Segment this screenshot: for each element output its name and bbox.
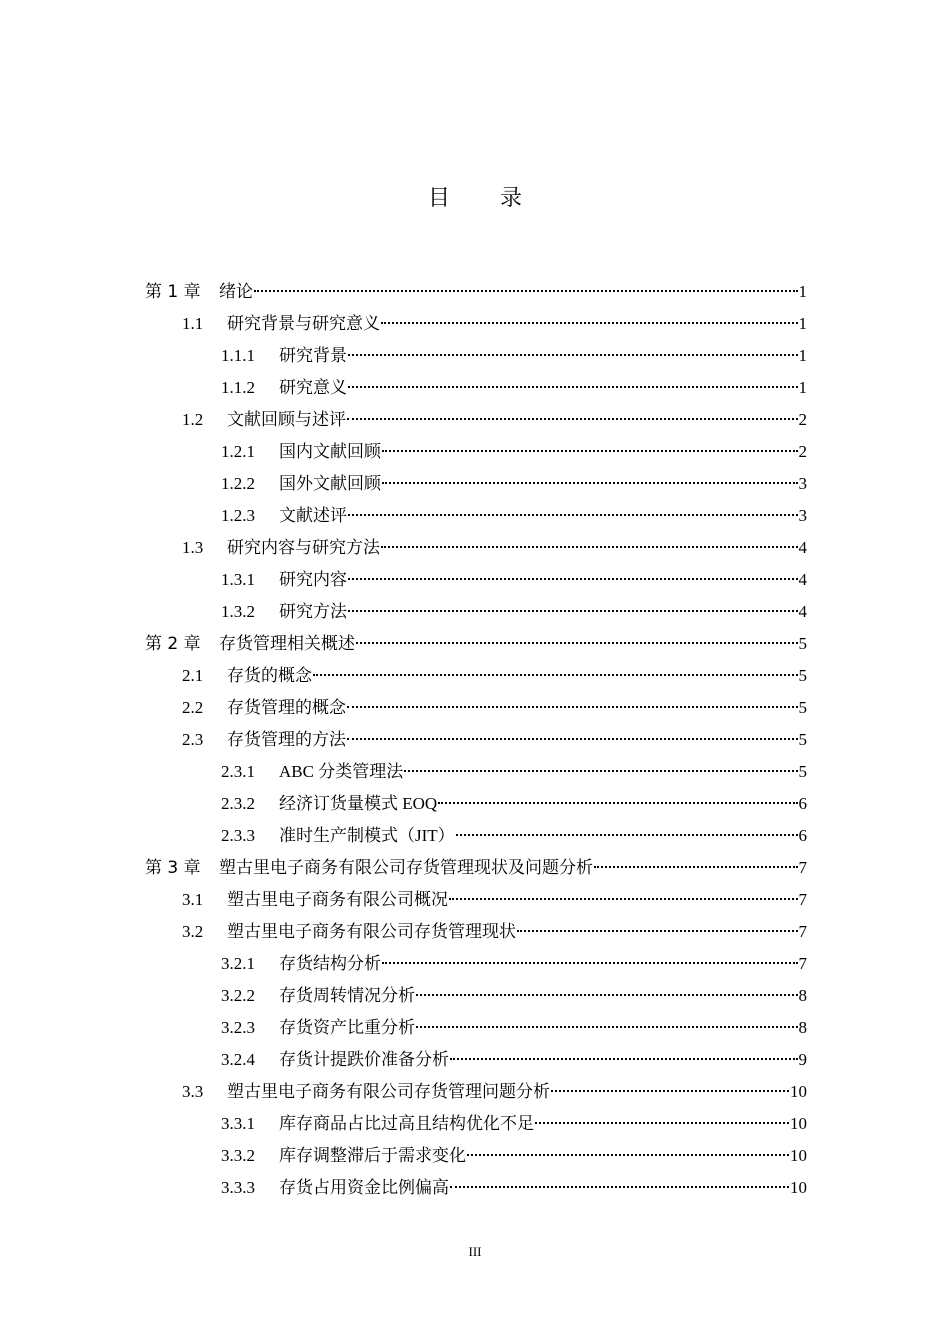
toc-entry-page: 7 — [798, 890, 807, 909]
toc-entry-number: 3.2.1 — [221, 954, 255, 973]
toc-entry[interactable] — [145, 980, 807, 1012]
toc-entry-number: 3.3.2 — [221, 1146, 255, 1165]
toc-entry-title: 存货的概念 — [227, 666, 312, 685]
toc-entry[interactable] — [145, 852, 807, 884]
toc-entry[interactable] — [145, 564, 807, 596]
table-of-contents — [145, 276, 807, 1204]
toc-entry-number: 3.2.3 — [221, 1018, 255, 1037]
toc-entry-title: ABC 分类管理法 — [279, 762, 404, 781]
toc-entry-number: 2.3.3 — [221, 826, 255, 845]
toc-entry-number: 第 3 章 — [145, 858, 201, 878]
toc-entry[interactable] — [145, 1044, 807, 1076]
toc-entry-number: 2.1 — [182, 666, 204, 685]
toc-entry-page: 5 — [798, 762, 807, 781]
toc-dot-leader — [467, 1154, 789, 1156]
toc-entry-page: 8 — [798, 986, 807, 1005]
toc-entry[interactable] — [145, 788, 807, 820]
toc-entry-title: 存货管理的方法 — [227, 730, 346, 749]
toc-dot-leader — [535, 1122, 789, 1124]
toc-entry-page: 10 — [790, 1114, 807, 1133]
toc-entry[interactable] — [145, 916, 807, 948]
toc-entry-number: 第 2 章 — [145, 634, 201, 654]
toc-entry-page: 3 — [798, 506, 807, 525]
toc-entry-number: 1.3 — [182, 538, 204, 557]
toc-entry-page: 5 — [798, 666, 807, 685]
toc-entry-page: 7 — [798, 858, 807, 877]
toc-entry-page: 1 — [798, 314, 807, 333]
toc-dot-leader — [382, 482, 798, 484]
toc-entry-number: 1.3.2 — [221, 602, 255, 621]
toc-entry[interactable] — [145, 1076, 807, 1108]
toc-entry-page: 10 — [790, 1082, 807, 1101]
toc-entry-number: 2.2 — [182, 698, 204, 717]
toc-entry-title: 研究方法 — [279, 602, 347, 621]
toc-entry-page: 8 — [798, 1018, 807, 1037]
toc-entry[interactable] — [145, 372, 807, 404]
toc-entry[interactable] — [145, 436, 807, 468]
toc-entry-page: 5 — [798, 634, 807, 653]
toc-entry-title: 存货占用资金比例偏高 — [279, 1178, 449, 1197]
toc-entry-page: 1 — [798, 282, 807, 301]
toc-entry-page: 4 — [798, 538, 807, 557]
toc-entry-page: 5 — [798, 730, 807, 749]
toc-entry-number: 1.1 — [182, 314, 204, 333]
toc-entry-number: 3.1 — [182, 890, 204, 909]
toc-entry[interactable] — [145, 308, 807, 340]
toc-dot-leader — [381, 322, 798, 324]
toc-dot-leader — [594, 866, 798, 868]
toc-entry[interactable] — [145, 468, 807, 500]
toc-dot-leader — [348, 578, 798, 580]
toc-entry-number: 3.3 — [182, 1082, 204, 1101]
toc-entry[interactable] — [145, 1140, 807, 1172]
toc-entry[interactable] — [145, 660, 807, 692]
toc-entry-number: 2.3.2 — [221, 794, 255, 813]
toc-dot-leader — [382, 450, 798, 452]
toc-entry[interactable] — [145, 724, 807, 756]
toc-entry-number: 1.1.1 — [221, 346, 255, 365]
toc-title-char-1: 目 — [427, 186, 450, 211]
toc-entry-page: 1 — [798, 378, 807, 397]
toc-entry-title: 塑古里电子商务有限公司存货管理现状 — [227, 922, 516, 941]
toc-entry-title: 库存调整滞后于需求变化 — [279, 1146, 466, 1165]
toc-entry-title: 准时生产制模式（JIT） — [279, 826, 455, 845]
toc-entry[interactable] — [145, 948, 807, 980]
toc-dot-leader — [347, 738, 798, 740]
toc-entry[interactable] — [145, 404, 807, 436]
toc-entry-title: 塑古里电子商务有限公司存货管理现状及问题分析 — [219, 858, 593, 878]
toc-entry-number: 3.2 — [182, 922, 204, 941]
toc-entry[interactable] — [145, 756, 807, 788]
toc-entry[interactable] — [145, 1012, 807, 1044]
toc-entry-title: 文献回顾与述评 — [227, 410, 346, 429]
toc-dot-leader — [450, 1058, 798, 1060]
toc-entry-page: 3 — [798, 474, 807, 493]
toc-dot-leader — [450, 1186, 789, 1188]
toc-entry-title: 研究背景 — [279, 346, 347, 365]
toc-entry-number: 3.2.2 — [221, 986, 255, 1005]
toc-dot-leader — [348, 514, 798, 516]
toc-dot-leader — [551, 1090, 789, 1092]
toc-entry-number: 3.3.1 — [221, 1114, 255, 1133]
toc-dot-leader — [517, 930, 798, 932]
toc-dot-leader — [382, 962, 798, 964]
toc-entry-page: 10 — [790, 1178, 807, 1197]
toc-entry-title: 国内文献回顾 — [279, 442, 381, 461]
toc-entry[interactable] — [145, 1172, 807, 1204]
toc-entry[interactable] — [145, 820, 807, 852]
toc-entry[interactable] — [145, 692, 807, 724]
toc-dot-leader — [381, 546, 798, 548]
toc-dot-leader — [347, 418, 798, 420]
toc-entry-title: 经济订货量模式 EOQ — [279, 794, 438, 813]
toc-entry-page: 1 — [798, 346, 807, 365]
toc-entry-title: 研究意义 — [279, 378, 347, 397]
toc-entry-title: 绪论 — [219, 282, 253, 302]
toc-entry-number: 2.3.1 — [221, 762, 255, 781]
toc-entry-page: 6 — [798, 794, 807, 813]
toc-entry-number: 3.3.3 — [221, 1178, 255, 1197]
toc-entry[interactable] — [145, 500, 807, 532]
toc-entry[interactable] — [145, 532, 807, 564]
toc-entry[interactable] — [145, 628, 807, 660]
toc-entry-title: 存货管理的概念 — [227, 698, 346, 717]
toc-dot-leader — [348, 354, 798, 356]
toc-entry-title: 存货结构分析 — [279, 954, 381, 973]
toc-entry-page: 4 — [798, 602, 807, 621]
toc-entry-number: 3.2.4 — [221, 1050, 255, 1069]
toc-entry-title: 塑古里电子商务有限公司存货管理问题分析 — [227, 1082, 550, 1101]
toc-entry-number: 2.3 — [182, 730, 204, 749]
toc-entry-title: 存货周转情况分析 — [279, 986, 415, 1005]
toc-entry-number: 1.3.1 — [221, 570, 255, 589]
toc-entry[interactable] — [145, 276, 807, 308]
toc-dot-leader — [254, 290, 798, 292]
toc-entry-title: 库存商品占比过高且结构优化不足 — [279, 1114, 534, 1133]
toc-entry-number: 1.2.2 — [221, 474, 255, 493]
toc-entry-title: 文献述评 — [279, 506, 347, 525]
toc-entry-number: 1.2.3 — [221, 506, 255, 525]
toc-dot-leader — [416, 1026, 798, 1028]
toc-entry[interactable] — [145, 884, 807, 916]
toc-dot-leader — [348, 386, 798, 388]
page-number-footer: III — [468, 1244, 482, 1259]
toc-entry-title: 存货管理相关概述 — [219, 634, 355, 654]
toc-entry-title: 研究内容与研究方法 — [227, 538, 380, 557]
toc-dot-leader — [347, 706, 798, 708]
toc-dot-leader — [313, 674, 798, 676]
toc-title-char-2: 录 — [500, 186, 523, 211]
toc-entry-title: 国外文献回顾 — [279, 474, 381, 493]
toc-entry-title: 存货资产比重分析 — [279, 1018, 415, 1037]
toc-entry-page: 10 — [790, 1146, 807, 1165]
toc-entry-title: 研究内容 — [279, 570, 347, 589]
toc-entry-number: 第 1 章 — [145, 282, 201, 302]
toc-dot-leader — [356, 642, 798, 644]
toc-entry-page: 9 — [798, 1050, 807, 1069]
toc-entry-title: 塑古里电子商务有限公司概况 — [227, 890, 448, 909]
toc-entry-page: 7 — [798, 954, 807, 973]
toc-entry-page: 7 — [798, 922, 807, 941]
toc-dot-leader — [456, 834, 798, 836]
toc-entry-number: 1.2 — [182, 410, 204, 429]
toc-entry[interactable] — [145, 340, 807, 372]
toc-dot-leader — [348, 610, 798, 612]
toc-entry-number: 1.2.1 — [221, 442, 255, 461]
toc-entry-title: 研究背景与研究意义 — [227, 314, 380, 333]
toc-entry-page: 4 — [798, 570, 807, 589]
toc-dot-leader — [416, 994, 798, 996]
toc-entry-page: 5 — [798, 698, 807, 717]
toc-entry-page: 2 — [798, 442, 807, 461]
toc-entry-page: 6 — [798, 826, 807, 845]
toc-dot-leader — [404, 770, 797, 772]
toc-entry-number: 1.1.2 — [221, 378, 255, 397]
toc-dot-leader — [438, 802, 797, 804]
toc-entry-title: 存货计提跌价准备分析 — [279, 1050, 449, 1069]
toc-dot-leader — [449, 898, 798, 900]
toc-entry-page: 2 — [798, 410, 807, 429]
toc-entry[interactable] — [145, 1108, 807, 1140]
toc-title — [0, 181, 950, 212]
toc-entry[interactable] — [145, 596, 807, 628]
